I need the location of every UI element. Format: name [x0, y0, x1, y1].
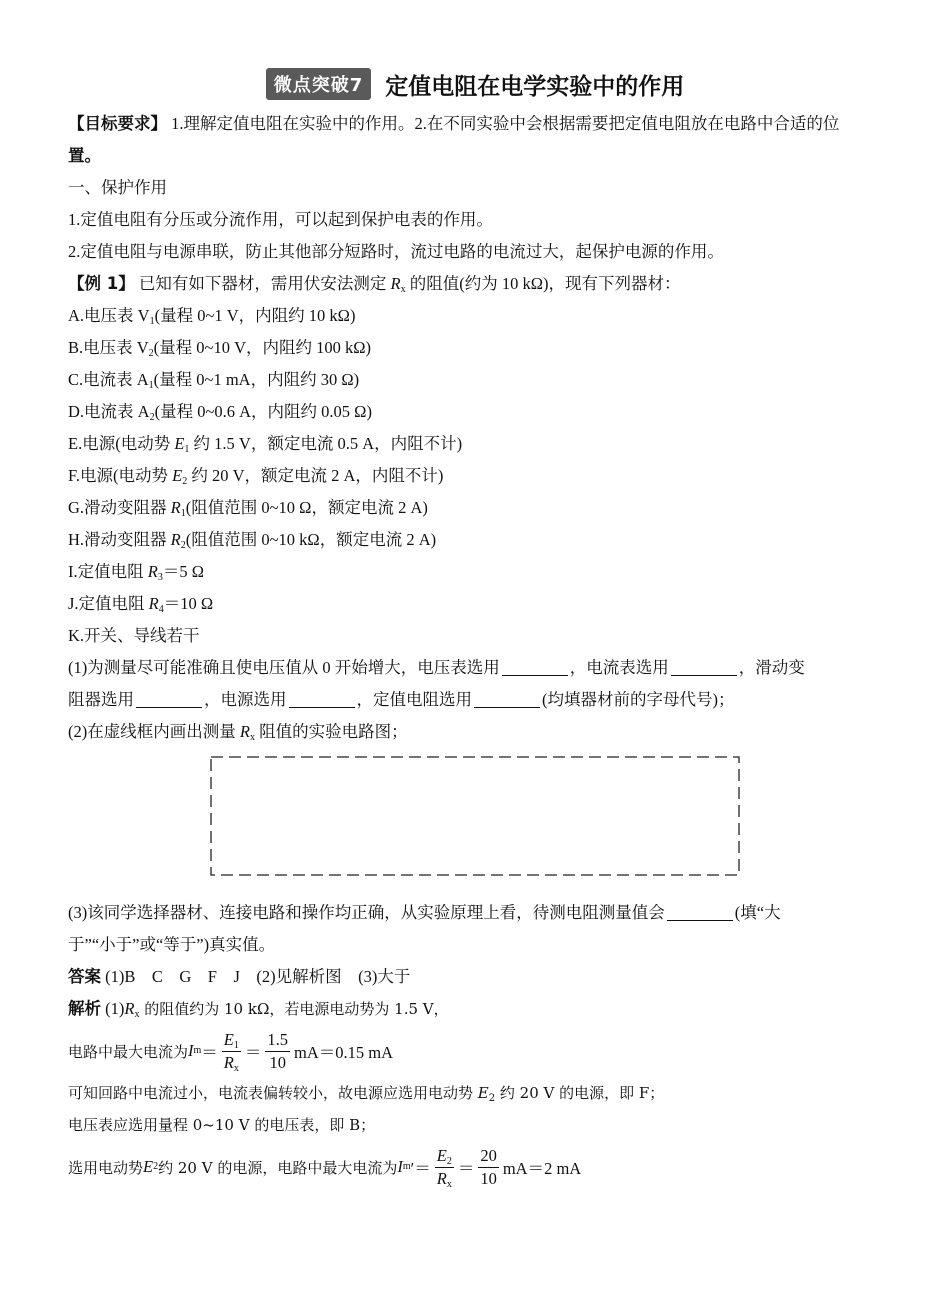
text-items-a-sub: 1 — [149, 316, 155, 327]
option-j — [68, 588, 882, 620]
text-items-j-pre: J.定值电阻 — [68, 594, 149, 613]
text-items-g-pre: G.滑动变阻器 — [68, 498, 171, 517]
analysis-line — [68, 993, 882, 1025]
text-s1-post: 约 20 V 的电源，即 F； — [495, 1084, 665, 1102]
text-q2-var: R — [239, 722, 250, 741]
text-items-h-pre: H.滑动变阻器 — [68, 530, 171, 549]
text-q1-a: (1)为测量尽可能准确且使电压值从 0 开始增大，电压表选用 — [68, 658, 500, 677]
text-f2-prime: ′＝ — [410, 1159, 431, 1178]
option-h — [68, 524, 882, 556]
text-f2-eq2: ＝ — [457, 1159, 475, 1178]
text-q2-pre: (2)在虚线框内画出测量 — [68, 722, 240, 741]
option-g — [68, 492, 882, 524]
text-f2-post: mA＝2 mA — [502, 1159, 582, 1178]
text-items-f-sub: 2 — [182, 476, 188, 487]
text-f2-num2: 20 — [478, 1146, 499, 1168]
question-1 — [68, 652, 882, 716]
option-i — [68, 556, 882, 588]
text-items-d-pre: D.电流表 A — [68, 402, 150, 421]
text-f2-den2: 10 — [480, 1168, 497, 1188]
text-q2-post: 阻值的实验电路图； — [254, 722, 408, 741]
question-2 — [68, 716, 882, 748]
text-analysis-var: R — [124, 999, 135, 1018]
text-items-g-post: (阻值范围 0~10 Ω，额定电流 2 A) — [185, 498, 428, 517]
text-f1-num2: 1.5 — [265, 1030, 290, 1052]
text-analysis-post: 的阻值约为 10 kΩ，若电源电动势为 1.5 V， — [139, 1000, 449, 1018]
section-heading: 一、保护作用 — [68, 178, 167, 197]
text-f1-post: mA＝0.15 mA — [294, 1043, 394, 1062]
text-items-b-sub: 2 — [148, 348, 154, 359]
text-f1-pre: 电路中最大电流为 — [68, 1042, 189, 1061]
option-b — [68, 332, 882, 364]
question-3 — [68, 897, 882, 961]
text-items-j-post: ＝10 Ω — [163, 594, 214, 613]
text-items-d-post: (量程 0~0.6 A，内阻约 0.05 Ω) — [154, 402, 372, 421]
text-items-c-pre: C.电流表 A — [68, 370, 149, 389]
text-analysis-sub: x — [134, 1009, 140, 1020]
text-items-f-pre: F.电源(电动势 — [68, 466, 173, 485]
option-a — [68, 300, 882, 332]
document-page — [68, 60, 882, 1193]
text-q1-g: (均填器材前的字母代号)； — [542, 690, 735, 709]
text-s1-pre: 可知回路中电流过小，电流表偏转较小，故电源应选用电动势 — [68, 1084, 478, 1102]
text-f2-var2: I — [397, 1157, 403, 1176]
text-analysis-pre: (1) — [101, 999, 125, 1018]
title-row — [68, 60, 882, 108]
text-items-e-var: E — [174, 434, 185, 453]
analysis-label: 解析 — [68, 999, 101, 1018]
text-items-f-post: 约 20 V，额定电流 2 A，内阻不计) — [187, 466, 444, 485]
text-q3-a: (3)该同学选择器材、连接电路和操作均正确，从实验原理上看，待测电阻测量值会 — [68, 903, 665, 922]
fraction — [435, 1146, 454, 1189]
text-items-d-sub: 2 — [149, 412, 155, 423]
example-label: 【例 1】 — [68, 274, 135, 293]
text-f2-var: E — [143, 1157, 154, 1176]
analysis-step-1 — [68, 1077, 882, 1109]
text-q1-f: ，定值电阻选用 — [356, 690, 472, 709]
example-stem — [68, 268, 882, 300]
text-f2-den_var: R — [436, 1168, 447, 1188]
text-items-j-var: R — [148, 594, 159, 613]
topic-badge: 微点突破7 — [266, 68, 372, 100]
text-f2-num_var: E — [436, 1145, 447, 1165]
option-k — [68, 620, 882, 652]
text-items-g-sub: 1 — [180, 508, 186, 519]
fraction — [478, 1146, 499, 1189]
text-f1-den_var: R — [223, 1052, 234, 1072]
page-title: 定值电阻在电学实验中的作用 — [385, 73, 685, 100]
text-f1-num_sub: 1 — [233, 1039, 239, 1051]
text-f1-eq: ＝ — [201, 1043, 218, 1062]
answer-blank[interactable] — [136, 689, 202, 708]
text-s1-sub: 2 — [488, 1093, 496, 1104]
text-items-a-post: (量程 0~1 V，内阻约 10 kΩ) — [154, 306, 356, 325]
text-items-a-pre: A.电压表 V — [68, 306, 150, 325]
answer-blank[interactable] — [289, 689, 355, 708]
text-items-b-post: (量程 0~10 V，内阻约 100 kΩ) — [153, 338, 372, 357]
text-items-k-pre: K.开关、导线若干 — [68, 626, 200, 645]
text-items-e-post: 约 1.5 V，额定电流 0.5 A，内阻不计) — [189, 434, 463, 453]
text-items-h-post: (阻值范围 0~10 kΩ，额定电流 2 A) — [185, 530, 437, 549]
text-items-c-sub: 1 — [148, 380, 154, 391]
text-items-i-var: R — [147, 562, 158, 581]
text-example-pre: 已知有如下器材，需用伏安法测定 — [134, 274, 391, 293]
text-q1-e: ，电源选用 — [204, 690, 287, 709]
formula-2: 选用电动势 E 2 约 20 V 的电源，电路中最大电流为 I m ′＝ $\frac{E_2}{R_x}$ ＝ $\frac{20}{10}$ mA＝2 mA — [68, 1145, 582, 1190]
goal-text-cont: 置。 — [68, 146, 101, 165]
point-1: 1.定值电阻有分压或分流作用，可以起到保护电表的作用。 — [68, 210, 493, 229]
text-f2-num_sub: 2 — [446, 1155, 452, 1167]
circuit-drawing-box[interactable] — [210, 756, 740, 876]
text-items-i-post: ＝5 Ω — [162, 562, 204, 581]
answer-blank[interactable] — [474, 689, 540, 708]
option-f — [68, 460, 882, 492]
text-items-e-pre: E.电源(电动势 — [68, 434, 175, 453]
text-items-h-var: R — [170, 530, 181, 549]
text-f1-var: I — [188, 1041, 194, 1060]
fraction — [265, 1030, 290, 1073]
text-f1-den_sub: x — [233, 1062, 239, 1074]
text-q1-c: ，滑动变 — [738, 658, 805, 677]
point-2: 2.定值电阻与电源串联，防止其他部分短路时，流过电路的电流过大，起保护电源的作用。 — [68, 242, 724, 261]
text-items-j-sub: 4 — [158, 604, 164, 615]
text-f2-pre: 选用电动势 — [68, 1158, 144, 1177]
text-f1-den2: 10 — [269, 1052, 286, 1072]
answer-label: 答案 — [68, 967, 101, 986]
text-f1-num_var: E — [223, 1029, 234, 1049]
text-items-h-sub: 2 — [180, 540, 186, 551]
goal-label: 【目标要求】 — [68, 114, 167, 133]
text-items-e-sub: 1 — [184, 444, 190, 455]
goal-paragraph — [68, 108, 882, 172]
text-items-f-var: E — [172, 466, 183, 485]
text-items-i-pre: I.定值电阻 — [68, 562, 148, 581]
text-q2-sub: x — [249, 732, 255, 743]
text-example-sub: x — [400, 284, 406, 295]
answer-line — [68, 961, 882, 993]
text-example-var: R — [390, 274, 401, 293]
text-q1-d: 阻器选用 — [68, 690, 134, 709]
option-c — [68, 364, 882, 396]
text-q3-b: (填“大 — [734, 903, 781, 922]
text-f1-eq2: ＝ — [244, 1043, 262, 1062]
text-q1-b: ，电流表选用 — [569, 658, 669, 677]
answer-blank[interactable] — [671, 657, 737, 676]
text-f2-mid: 约 20 V 的电源，电路中最大电流为 — [158, 1158, 398, 1177]
text-items-c-post: (量程 0~1 mA，内阻约 30 Ω) — [153, 370, 360, 389]
answer-blank[interactable] — [667, 902, 733, 921]
text-s1-var: E — [477, 1084, 489, 1102]
text-f2-den_sub: x — [446, 1178, 452, 1190]
fraction — [222, 1030, 241, 1073]
answer-blank[interactable] — [502, 657, 568, 676]
formula-1: 电路中最大电流为 I m ＝ $\frac{E_1}{R_x}$ ＝ $\frac{1.5}{10}$ mA＝0.15 mA — [68, 1029, 394, 1074]
analysis-step-2: 电压表应选用量程 0~10 V 的电压表，即 B； — [68, 1116, 376, 1134]
text-items-i-sub: 3 — [157, 572, 163, 583]
text-items-g-var: R — [170, 498, 181, 517]
text-items-b-pre: B.电压表 V — [68, 338, 149, 357]
goal-text: 1.理解定值电阻在实验中的作用。2.在不同实验中会根据需要把定值电阻放在电路中合适的位 — [167, 114, 840, 133]
text-example-post: 的阻值(约为 10 kΩ)，现有下列器材： — [405, 274, 681, 293]
option-d — [68, 396, 882, 428]
text-q3-c: 于”“小于”或“等于”)真实值。 — [68, 935, 276, 954]
text-answer-text: (1)B C G F J (2)见解析图 (3)大于 — [101, 967, 411, 986]
option-e — [68, 428, 882, 460]
